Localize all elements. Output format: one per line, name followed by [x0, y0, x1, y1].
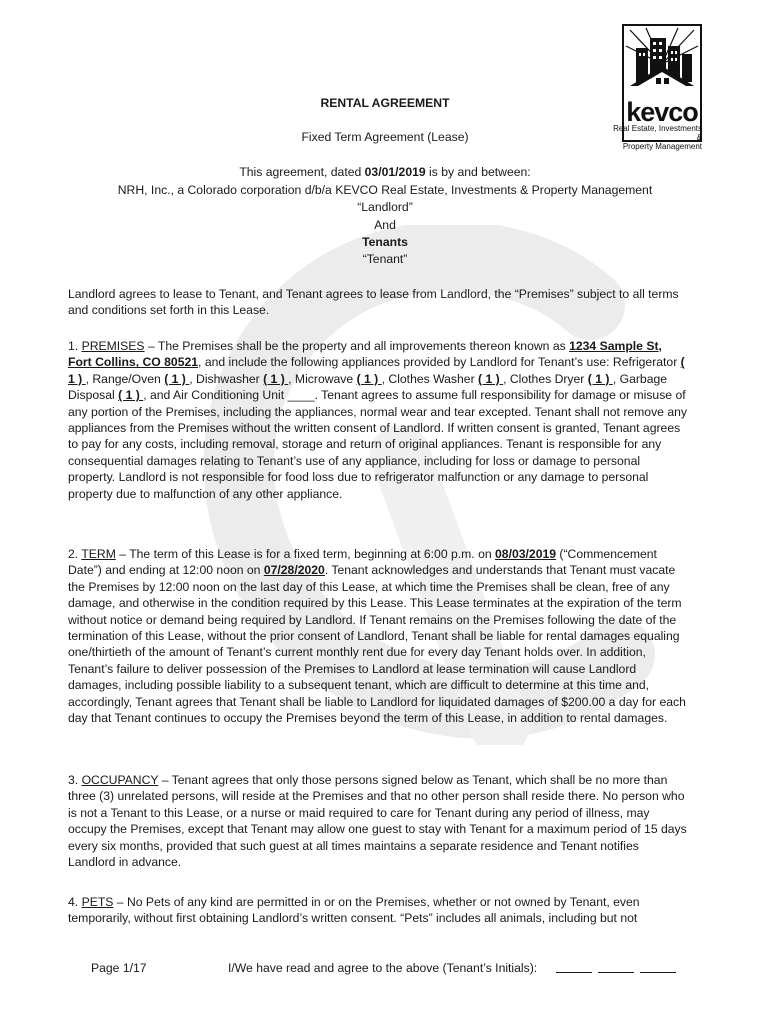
initials-fields	[556, 960, 682, 977]
section-pets	[68, 894, 688, 927]
clothes-dryer-qty: ( 1 )	[587, 371, 613, 386]
page-footer	[0, 960, 770, 980]
dishwasher-qty: ( 1 )	[263, 371, 289, 386]
premises-paragraph	[68, 338, 688, 502]
document-title: RENTAL AGREEMENT	[320, 96, 450, 110]
landlord-name: NRH, Inc., a Colorado corporation d/b/a KEVCO Real Estate, Investments & Property Management	[117, 183, 653, 197]
landlord-label: “Landlord”	[357, 200, 413, 214]
section-occupancy	[68, 772, 688, 870]
premises-text-10: . Tenant agrees to assume full responsibility for damage or misuse of any portion of the Premises, including the appliances, normal wear and tear excepted. Tenant shall not remove any appliances from the Premises without the written consent of Landlord. If written consent is granted, Tenant agrees to pay for any costs, including removal, storage and return of original appliances. Tenant is responsible for any consequential damages relating to Tenant’s use of any appliance, including for loss or damage to personal property. Landlord is not responsible for food loss due to refrigerator malfunction or any damage to personal property due to malfunction of any other appliance.	[68, 388, 687, 501]
dated-prefix: This agreement, dated	[239, 165, 365, 179]
term-number: 2.	[68, 547, 82, 561]
refrigerator-qty: ( 1 )	[68, 355, 685, 386]
air-conditioning-qty: ____	[287, 388, 315, 403]
logo-caption-line1: Real Estate, Investments &	[613, 124, 702, 142]
term-text-3: . Tenant acknowledges and understands that Tenant must vacate the Premises by 12:00 noon on the last day of this Lease, at which time the Premises shall be clean, free of any damage, and otherwise in the condition required by this Lease. This Lease terminates at the expiration of the term without notice or demand being required by Landlord. If Tenant remains on the Premises following the date of the termination of this Lease, without the prior consent of Landlord, Tenant shall be liable for rental damages equaling one/thirtieth of the amount of Tenant’s current monthly rent due for every day Tenant holds over. In addition, Tenant’s failure to deliver possession of the Premises to Landlord at lease termination will cause Landlord damages, including possible liability to a subsequent tenant, which are difficult to determine at this time and, accordingly, Tenant agrees that Tenant shall be liable to Landlord for liquidated damages of $200.00 a day for each day that Tenant continues to occupy the Premises beyond the term of this Lease, in addition to rental damages.	[68, 563, 686, 726]
pets-text-1: – No Pets of any kind are permitted in or on the Premises, whether or not owned by Tenant, even temporarily, without first obtaining Landlord’s written consent. “Pets” includes all animals, including but not	[68, 895, 640, 926]
initials-acknowledgement: I/We have read and agree to the above (Tenant’s Initials):	[228, 961, 538, 975]
logo-wordmark: kevco	[626, 97, 698, 127]
term-text-2: (“Commencement Date”) and ending at 12:00 noon on	[68, 547, 657, 578]
and-label: And	[374, 218, 396, 232]
garbage-disposal-qty: ( 1 )	[118, 388, 144, 403]
tenant-initials-field-3[interactable]	[640, 960, 676, 973]
pets-heading: PETS	[81, 895, 114, 909]
occupancy-number: 3.	[68, 773, 82, 787]
agreement-date-line	[0, 164, 770, 180]
tenants-name: Tenants	[362, 235, 408, 249]
pets-number: 4.	[68, 895, 82, 909]
document-subtitle: Fixed Term Agreement (Lease)	[301, 130, 469, 144]
term-paragraph	[68, 546, 688, 726]
premises-text-4: , Dishwasher	[189, 371, 264, 386]
range-oven-qty: ( 1 )	[164, 371, 190, 386]
premises-text-3: , Range/Oven	[85, 371, 165, 386]
premises-text-8: , Garbage Disposal	[68, 371, 668, 403]
premises-text-5: , Microwave	[288, 371, 357, 386]
occupancy-paragraph	[68, 772, 688, 870]
intro-text: Landlord agrees to lease to Tenant, and Tenant agrees to lease from Landlord, the “Premises” subject to all terms and conditions set forth in this Lease.	[68, 287, 679, 318]
premises-address: 1234 Sample St, Fort Collins, CO 80521	[68, 339, 662, 370]
section-term	[68, 546, 688, 726]
premises-text-7: , Clothes Dryer	[503, 371, 588, 386]
agreement-date: 03/01/2019	[364, 165, 426, 179]
intro-paragraph	[68, 286, 688, 319]
tenant-label: “Tenant”	[362, 252, 408, 266]
premises-text-9: , and Air Conditioning Unit	[143, 388, 288, 403]
tenant-initials-field-1[interactable]	[556, 960, 592, 973]
commencement-date: 08/03/2019	[495, 547, 557, 561]
dated-suffix: is by and between:	[425, 165, 531, 179]
pets-paragraph	[68, 894, 688, 927]
logo-caption-line2: Property Management	[622, 142, 702, 151]
tenant-initials-field-2[interactable]	[598, 960, 634, 973]
section-premises	[68, 338, 688, 502]
premises-heading: PREMISES	[81, 339, 145, 353]
term-heading: TERM	[81, 547, 116, 561]
microwave-qty: ( 1 )	[356, 371, 382, 386]
end-date: 07/28/2020	[263, 563, 325, 578]
term-text-1: – The term of this Lease is for a fixed term, beginning at 6:00 p.m. on	[115, 547, 496, 561]
occupancy-text-1: – Tenant agrees that only those persons signed below as Tenant, which shall be no more than three (3) unrelated persons, will reside at the Premises and that no other person shall reside there. No person who is not a Tenant to this Lease, or a nurse or maid required to care for Tenant during any period of illness, may occupy the Premises, except that Tenant may allow one guest to stay with Tenant for a maximum period of 15 days every six months, provided that such guest at all times maintains a separate residence and Tenant notifies Landlord in advance.	[68, 773, 687, 870]
page-number: Page 1/17	[91, 961, 147, 975]
premises-number: 1.	[68, 339, 82, 353]
premises-text-6: , Clothes Washer	[381, 371, 479, 386]
occupancy-heading: OCCUPANCY	[81, 773, 159, 787]
premises-text-1: – The Premises shall be the property and all improvements thereon known as	[144, 339, 570, 353]
premises-text-2: , and include the following appliances provided by Landlord for Tenant’s use: Refrigerator	[198, 355, 681, 370]
clothes-washer-qty: ( 1 )	[478, 371, 504, 386]
